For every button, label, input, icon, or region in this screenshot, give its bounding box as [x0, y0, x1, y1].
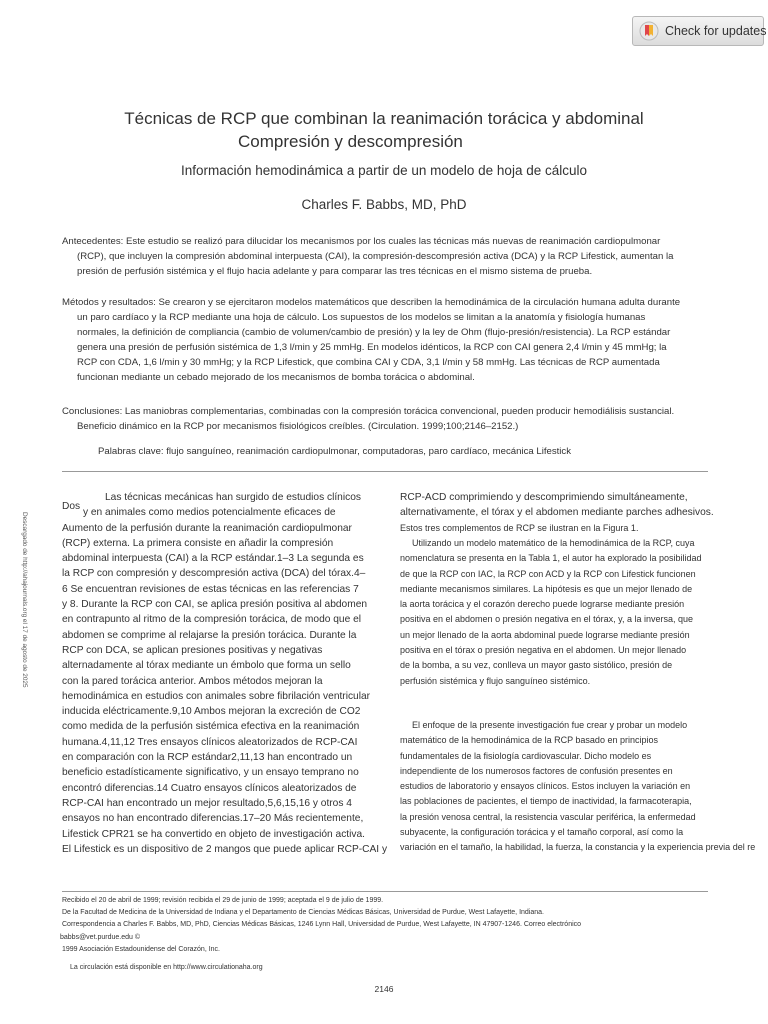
paragraph-line: abdominal interpuesta (CAI) a la RCP estándar.1–3 La segunda es: [62, 553, 364, 565]
paragraph-line: en comparación con la RCP estándar2,11,13 han encontrado un: [62, 752, 353, 764]
body-right-column-b: [400, 536, 702, 689]
check-for-updates-button[interactable]: [632, 16, 767, 46]
paragraph-line: las poblaciones de pacientes, el tiempo de inactividad, la farmacoterapia,: [400, 796, 692, 807]
paragraph-line: un mejor llenado de la aorta abdominal puede lograrse mediante presión: [400, 629, 690, 640]
article-title: [0, 108, 768, 130]
abstract-line: Métodos y resultados: Se crearon y se ejercitaron modelos matemáticos que describen la hemodinámica de la circulación humana adulta durante: [62, 297, 681, 308]
abstract-conclusiones: [62, 404, 712, 434]
body-right-column-a: [400, 490, 714, 536]
paragraph-line: RCP-ACD comprimiendo y descomprimiendo simultáneamente,: [400, 492, 688, 503]
paragraph-line: la aorta torácica y el corazón derecho puede lograrse mediante presión: [400, 599, 685, 610]
paragraph-line: con la pared torácica anterior. Ambos métodos mejoran la: [62, 675, 323, 687]
paragraph-line: subyacente, la configuración torácica y el tamaño corporal, así como la: [400, 827, 684, 838]
paragraph-line: de la bomba, a su vez, conlleva un mayor gasto sistólico, presión de: [400, 660, 673, 671]
paragraph-line: humana.4,11,12 Tres ensayos clínicos aleatorizados de RCP-CAI: [62, 736, 358, 748]
paragraph-line: encontró diferencias.14 Cuatro ensayos clínicos aleatorizados de: [62, 782, 357, 794]
paragraph-line: 6 Se encuentran revisiones de estas técnicas en las referencias 7: [62, 583, 359, 595]
abstract-line: un paro cardíaco y la RCP mediante una hoja de cálculo. Los supuestos de los modelos se limitan a la anatomía y fisiología humanas: [77, 312, 646, 323]
paragraph-line: Las técnicas mecánicas han surgido de estudios clínicos: [105, 492, 361, 503]
abstract-metodos: [62, 295, 712, 385]
author-name: Charles F. Babbs, MD, PhD: [301, 197, 467, 212]
paragraph-line: Utilizando un modelo matemático de la hemodinámica de la RCP, cuya: [412, 538, 695, 548]
footnote-divider: [62, 891, 708, 892]
keywords: [98, 444, 708, 459]
footnote-availability: La circulación está disponible en http://www.circulationaha.org: [70, 964, 263, 972]
check-for-updates-label: Check for updates: [665, 24, 767, 38]
footnote-copyright: 1999 Asociación Estadounidense del Corazón, Inc.: [62, 945, 220, 953]
abstract-line: Antecedentes: Este estudio se realizó para dilucidar los mecanismos por los cuales las técnicas más nuevas de reanimación cardiopulmonar: [62, 236, 661, 247]
paragraph-line: y 8. Durante la RCP con CAI, se aplica presión positiva al abdomen: [62, 599, 368, 611]
paragraph-line: variación en el tamaño, la habilidad, la fuerza, la constancia y la experiencia previa del re: [400, 842, 756, 853]
paragraph-line: la presión venosa central, la resistencia vascular periférica, la enfermedad: [400, 811, 696, 822]
paragraph-line-dos: [62, 501, 387, 520]
footnote-received: Recibido el 20 de abril de 1999; revisión recibida el 29 de junio de 1999; aceptada el 9 de julio de 1999.: [62, 897, 384, 904]
paragraph-line: El enfoque de la presente investigación fue crear y probar un modelo: [412, 720, 688, 730]
abstract-line: presión de perfusión sistémica y el flujo hacia adelante y para comparar las tres técnicas en el mismo sistema de prueba.: [77, 266, 593, 277]
abstract-divider: [62, 471, 708, 472]
download-side-note: Descargado de http://ahajournals.org el 17 de agosto de 2025: [21, 512, 28, 688]
paragraph-line: inducida eléctricamente.9,10 Ambos mejoran la excreción de CO2: [62, 706, 361, 718]
paragraph-line: Aumento de la perfusión durante la reanimación cardiopulmonar: [62, 522, 352, 534]
footnote-email: babbs@vet.purdue.edu ©: [60, 933, 140, 941]
title-line-1: Técnicas de RCP que combinan la reanimación torácica y abdominal: [124, 109, 644, 128]
paragraph-line: Estos tres complementos de RCP se ilustran en la Figura 1.: [400, 522, 639, 533]
paragraph-line: RCP con DCA, se aplican presiones positivas y negativas: [62, 644, 323, 656]
paragraph-line: perfusión sistémica y flujo sanguíneo sistémico.: [400, 675, 591, 686]
paragraph-line: alternadamente al tórax mediante un émbolo que forma un sello: [62, 660, 351, 672]
abstract-line: Conclusiones: Las maniobras complementarias, combinadas con la compresión torácica convencional, pueden producir hemodiálisis sustancial.: [62, 406, 675, 417]
bookmark-ribbon-icon: [639, 21, 659, 41]
paragraph-line: (RCP) externa. La primera consiste en añadir la compresión: [62, 537, 334, 549]
paragraph-line: hemodinámica en estudios con animales sobre fibrilación ventricular: [62, 690, 371, 702]
abstract-line: (RCP), que incluyen la compresión abdominal interpuesta (CAI), la compresión-descompresión activa (DCA) y la RCP Lifestick, aumentan la: [77, 251, 674, 262]
paragraph-line: de que la RCP con IAC, la RCP con ACD y la RCP con Lifestick funcionen: [400, 568, 696, 579]
paragraph-line: la RCP con compresión y descompresión activa (DCA) del tórax.4–: [62, 568, 366, 580]
abstract-line: genera una presión de perfusión sistémica de 1,3 l/min y 25 mmHg. En modelos idénticos, la RCP con CAI genera 2,4 l/min y 45 mmHg; la: [77, 342, 667, 353]
paragraph-line: matemático de la hemodinámica de la RCP basado en principios: [400, 735, 658, 746]
paragraph-line: beneficio estadísticamente significativo, y un ensayo temprano no: [62, 767, 359, 779]
footnote-correspondence: Correspondencia a Charles F. Babbs, MD, PhD, Ciencias Médicas Básicas, 1246 Lynn Hall, Universidad de Purdue, West Lafayette, IN 47907-1246. Correo electrónico: [62, 921, 582, 929]
article-subtitle: Información hemodinámica a partir de un modelo de hoja de cálculo: [181, 163, 587, 178]
paragraph-line: nomenclatura se presenta en la Tabla 1, el autor ha explorado la posibilidad: [400, 553, 702, 564]
page-number: 2146: [374, 984, 394, 994]
paragraph-line: como medida de la perfusión sistémica efectiva en la reanimación: [62, 721, 360, 733]
abstract-line: normales, la definición de compliancia (cambio de volumen/cambio de presión) y la ley de Ohm (flujo-presión/resistencia). La RCP estándar: [77, 327, 671, 338]
title-line-2: Compresión y descompresión: [238, 132, 463, 151]
paragraph-line: mediante mecanismos similares. La hipótesis es que un mejor llenado de: [400, 583, 693, 594]
paragraph-line: alternativamente, el tórax y el abdomen mediante parches adhesivos.: [400, 507, 714, 519]
paragraph-line: abdomen se comprime al relajarse la presión torácica. Durante la: [62, 629, 357, 641]
paragraph-line: positiva en el tórax o presión negativa en el abdomen. Un mejor llenado: [400, 645, 687, 656]
abstract-line: funcionan mediante un cebado mejorado de los mecanismos de bomba torácica o abdominal.: [77, 372, 475, 383]
paragraph-line: RCP-CAI han encontrado un mejor resultado,5,6,15,16 y otros 4: [62, 797, 352, 809]
paragraph-line: en contrapunto al ritmo de la compresión torácica, de modo que el: [62, 614, 362, 626]
abstract-line: Beneficio dinámico en la RCP por mecanismos fisiológicos creíbles. (Circulation. 1999;100;2146–2152.): [77, 421, 519, 432]
abstract-line: RCP con CDA, 1,6 l/min y 30 mmHg; y la RCP Lifestick, que combina CAI y CDA, 3,1 l/min y 58 mmHg. Las técnicas de RCP aumentada: [77, 357, 660, 368]
footnote-affiliation: De la Facultad de Medicina de la Universidad de Indiana y el Departamento de Ciencias Médicas Básicas, Universidad de Purdue, West Lafayette, Indiana.: [62, 909, 544, 917]
body-left-column: [62, 490, 387, 857]
paragraph-text: y en animales como medios potencialmente eficaces de: [82, 507, 336, 519]
paragraph-line: El Lifestick es un dispositivo de 2 mangos que puede aplicar RCP-CAI y: [62, 843, 388, 855]
body-right-column-c: [400, 718, 768, 856]
abstract-antecedentes: [62, 234, 712, 279]
paragraph-line: fundamentales de la fisiología cardiovascular. Dicho modelo es: [400, 750, 652, 761]
footnotes: [62, 895, 581, 974]
paragraph-line: positiva en el abdomen o presión negativa en el tórax, y, a la inversa, que: [400, 614, 694, 625]
paragraph-line: estudios de laboratorio y ensayos clínicos. Estos incluyen la variación en: [400, 781, 691, 792]
paragraph-line: ensayos no han encontrado diferencias.17–20 Más recientemente,: [62, 813, 364, 825]
keywords-line: Palabras clave: flujo sanguíneo, reanimación cardiopulmonar, computadoras, paro cardíaco, mecánica Lifestick: [98, 446, 572, 457]
paragraph-line: Lifestick CPR21 se ha convertido en objeto de investigación activa.: [62, 828, 365, 840]
paragraph-line: independiente de los numerosos factores de confusión presentes en: [400, 765, 673, 776]
drop-word: Dos: [62, 501, 81, 513]
